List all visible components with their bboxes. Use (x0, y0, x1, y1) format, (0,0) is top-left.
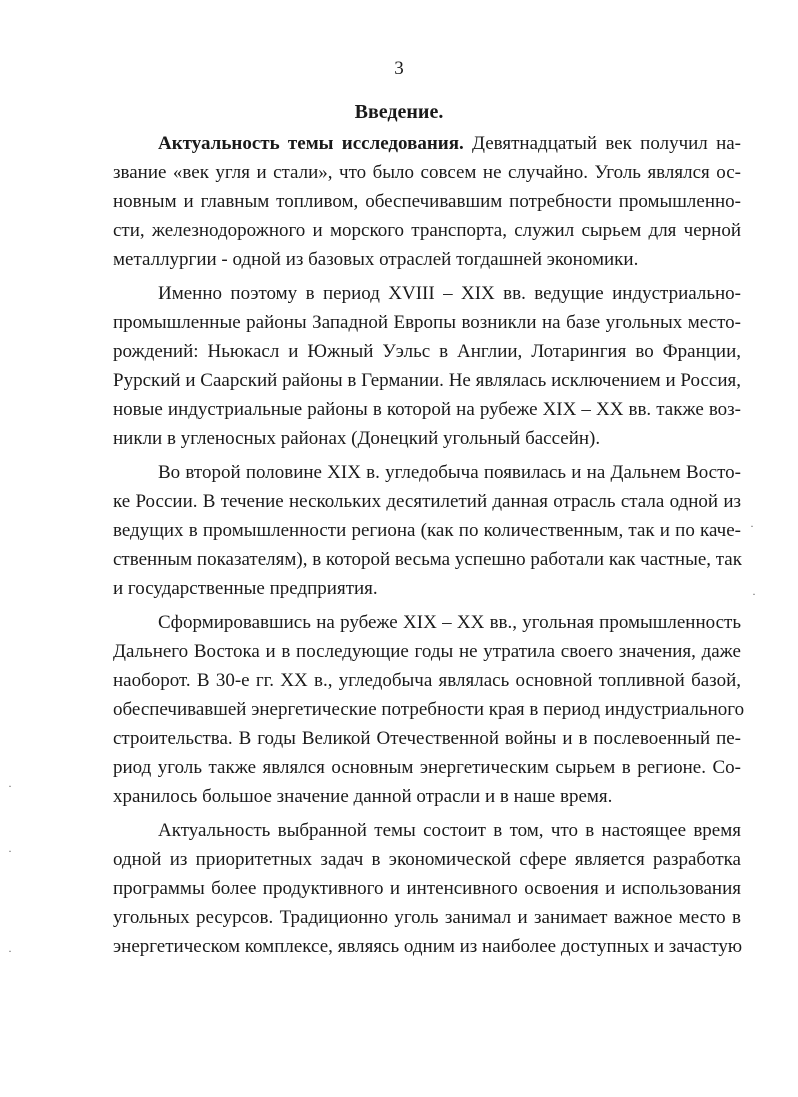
text-line: хранилось большое значение данной отрасли и в наше время. (113, 786, 613, 807)
text-line: Дальнего Востока и в последующие годы не утратила своего значения, даже (113, 641, 741, 662)
text-line: ке России. В течение нескольких десятилетий данная отрасль стала одной из (113, 491, 741, 512)
scan-artifact: · (8, 944, 12, 958)
text-line: звание «век угля и стали», что было совсем не случайно. Уголь являлся ос- (113, 162, 741, 183)
text-line: наоборот. В 30-е гг. XX в., угледобыча являлась основной топливной базой, (113, 670, 741, 691)
paragraph-europe (113, 279, 741, 453)
paragraph-relevance (113, 129, 741, 274)
text-line: и государственные предприятия. (113, 578, 378, 599)
bold-lead: Актуальность темы исследования. (158, 133, 464, 154)
scan-artifact: · (750, 519, 754, 533)
text-line: никли в угленосных районах (Донецкий угольный бассейн). (113, 428, 601, 449)
text-line: одной из приоритетных задач в экономической сфере является разработка (113, 849, 741, 870)
text-line: металлургии - одной из базовых отраслей тогдашней экономики. (113, 249, 639, 270)
text-line: Актуальность выбранной темы состоит в том, что в настоящее время (158, 820, 741, 841)
paragraph-topic-relevance (113, 816, 741, 961)
page-number: 3 (394, 58, 404, 79)
text-line (113, 129, 741, 158)
text-line: новые индустриальные районы в которой на рубеже XIX – XX вв. также воз- (113, 399, 741, 420)
text-line: риод уголь также являлся основным энергетическим сырьем в регионе. Со- (113, 757, 741, 778)
text-line: угольных ресурсов. Традиционно уголь занимал и занимает важное место в (113, 907, 741, 928)
text-line: энергетическом комплексе, являясь одним из наиболее доступных и зачастую (113, 936, 743, 957)
text-line: Во второй половине XIX в. угледобыча появилась и на Дальнем Восто- (158, 462, 741, 483)
text-line: ведущих в промышленности региона (как по количественным, так и по каче- (113, 520, 741, 541)
text-line: Именно поэтому в период XVIII – XIX вв. ведущие индустриально- (158, 283, 741, 304)
page-title: Введение. (354, 101, 444, 123)
text-line: ственным показателям), в которой весьма успешно работали как частные, так (113, 549, 742, 570)
paragraph-far-east (113, 458, 741, 603)
text-line: новным и главным топливом, обеспечивавшим потребности промышленно- (113, 191, 741, 212)
scan-artifact: · (8, 844, 12, 858)
text-fragment: Девятнадцатый век получил на- (463, 133, 741, 154)
scan-artifact: · (752, 587, 756, 601)
text-line: обеспечивавшей энергетические потребности края в период индустриального (113, 699, 745, 720)
text-line: сти, железнодорожного и морского транспорта, служил сырьем для черной (113, 220, 741, 241)
text-line: программы более продуктивного и интенсивного освоения и использования (113, 878, 741, 899)
text-line: Рурский и Саарский районы в Германии. Не являлась исключением и Россия, (113, 370, 741, 391)
text-line: строительства. В годы Великой Отечественной войны и в послевоенный пе- (113, 728, 741, 749)
text-line: промышленные районы Западной Европы возникли на базе угольных место- (113, 312, 741, 333)
body-text (113, 129, 745, 961)
text-line: рождений: Ньюкасл и Южный Уэльс в Англии, Лотарингия во Франции, (113, 341, 741, 362)
paragraph-formation (113, 608, 745, 811)
text-line: Сформировавшись на рубеже XIX – XX вв., угольная промышленность (158, 612, 741, 633)
scan-artifact: · (8, 779, 12, 793)
